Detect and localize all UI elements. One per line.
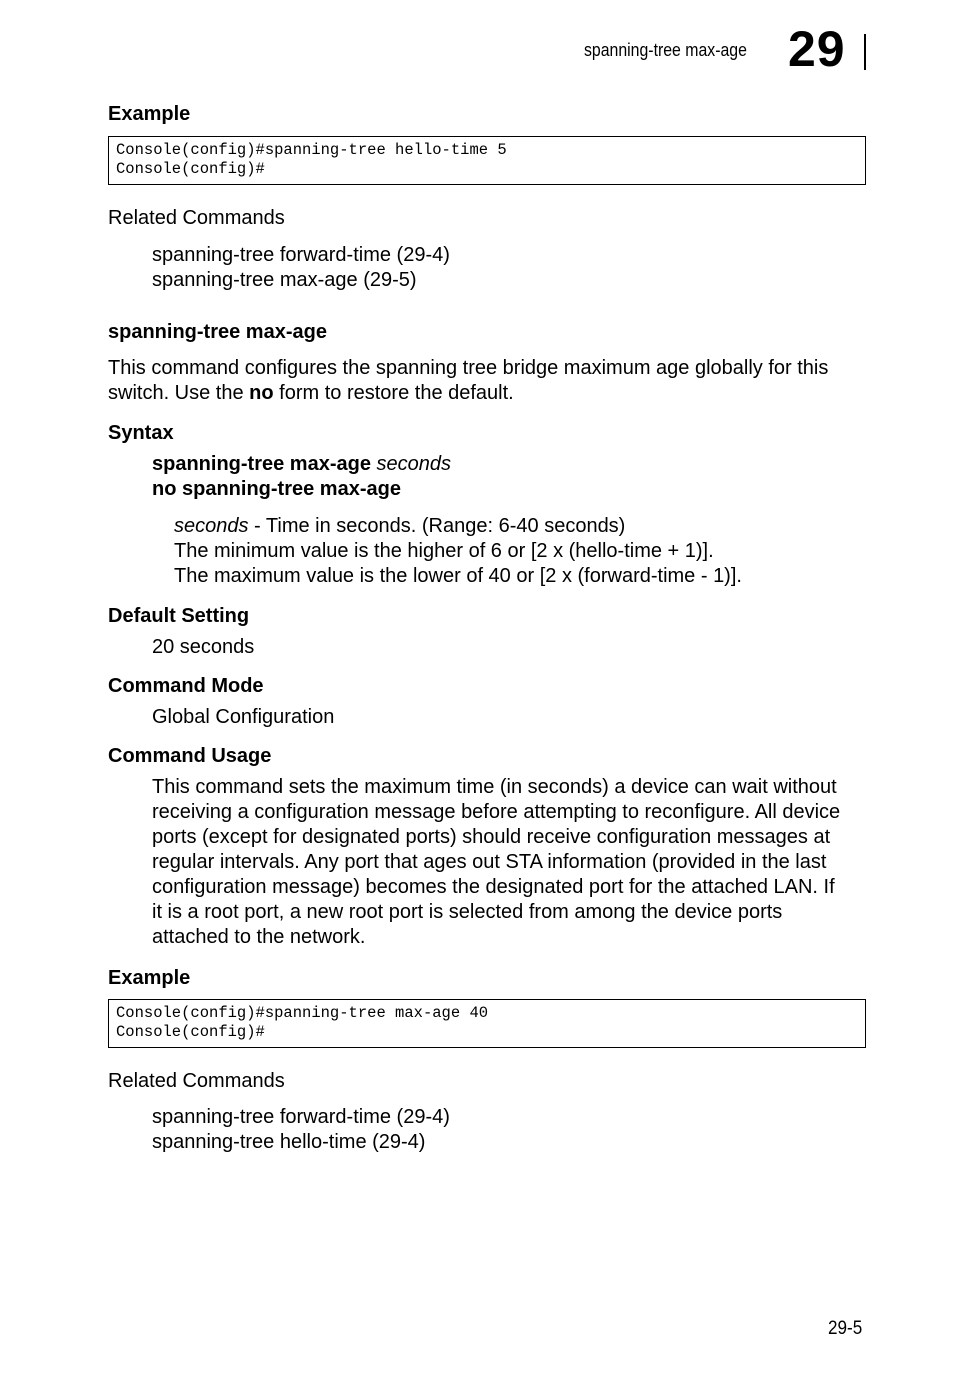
- intro-text: switch. Use the: [108, 382, 250, 404]
- syntax-line: [152, 452, 451, 477]
- chapter-divider: [864, 34, 866, 70]
- code-line: Console(config)#: [116, 1023, 265, 1041]
- param-desc: - Time in seconds. (Range: 6-40 seconds): [248, 515, 626, 537]
- command-mode-value: Global Configuration: [152, 706, 335, 728]
- example-heading: Example: [108, 103, 191, 125]
- usage-line: ports (except for designated ports) should receive configuration messages at: [152, 826, 831, 848]
- param-name: seconds: [174, 515, 249, 537]
- usage-line: This command sets the maximum time (in seconds) a device can wait without: [152, 776, 837, 798]
- section-intro: [108, 356, 868, 406]
- related-command-link[interactable]: spanning-tree hello-time (29-4): [152, 1131, 426, 1153]
- code-example-box: [108, 999, 866, 1048]
- running-header-title: spanning-tree max-age: [584, 40, 747, 60]
- code-line: Console(config)#spanning-tree hello-time 5: [116, 141, 507, 159]
- code-line: Console(config)#spanning-tree max-age 40: [116, 1004, 489, 1022]
- related-command-link[interactable]: spanning-tree forward-time (29-4): [152, 1106, 450, 1128]
- page-number: 29-5: [828, 1318, 863, 1339]
- syntax-command: spanning-tree max-age: [152, 453, 371, 475]
- default-setting-value: 20 seconds: [152, 636, 255, 658]
- intro-text: form to restore the default.: [273, 382, 514, 404]
- usage-line: receiving a configuration message before attempting to reconfigure. All device: [152, 801, 841, 823]
- syntax-param: seconds: [376, 453, 452, 475]
- related-commands-heading: Related Commands: [108, 1070, 285, 1092]
- syntax-no-line: no spanning-tree max-age: [152, 478, 401, 500]
- usage-line: configuration message) becomes the designated port for the attached LAN. If: [152, 876, 835, 898]
- param-description: [174, 514, 625, 539]
- default-setting-heading: Default Setting: [108, 605, 250, 627]
- related-command-link[interactable]: spanning-tree max-age (29-5): [152, 269, 417, 291]
- code-line: Console(config)#: [116, 160, 265, 178]
- code-example-box: [108, 136, 866, 185]
- related-commands-heading: Related Commands: [108, 207, 285, 229]
- intro-line: [108, 381, 868, 406]
- related-command-link[interactable]: spanning-tree forward-time (29-4): [152, 244, 450, 266]
- param-max-note: The maximum value is the lower of 40 or [2 x (forward-time - 1)].: [174, 565, 742, 587]
- intro-keyword: no: [249, 382, 274, 404]
- param-min-note: The minimum value is the higher of 6 or [2 x (hello-time + 1)].: [174, 540, 714, 562]
- command-usage-heading: Command Usage: [108, 745, 272, 767]
- intro-line: This command configures the spanning tree bridge maximum age globally for this: [108, 357, 829, 379]
- usage-line: regular intervals. Any port that ages out STA information (provided in the last: [152, 851, 827, 873]
- chapter-number: 29: [788, 21, 846, 77]
- usage-line: attached to the network.: [152, 926, 366, 948]
- command-mode-heading: Command Mode: [108, 675, 264, 697]
- example-heading: Example: [108, 967, 191, 989]
- section-title: spanning-tree max-age: [108, 321, 327, 343]
- command-usage-text: [152, 775, 868, 950]
- syntax-heading: Syntax: [108, 422, 174, 444]
- usage-line: it is a root port, a new root port is selected from among the device ports: [152, 901, 783, 923]
